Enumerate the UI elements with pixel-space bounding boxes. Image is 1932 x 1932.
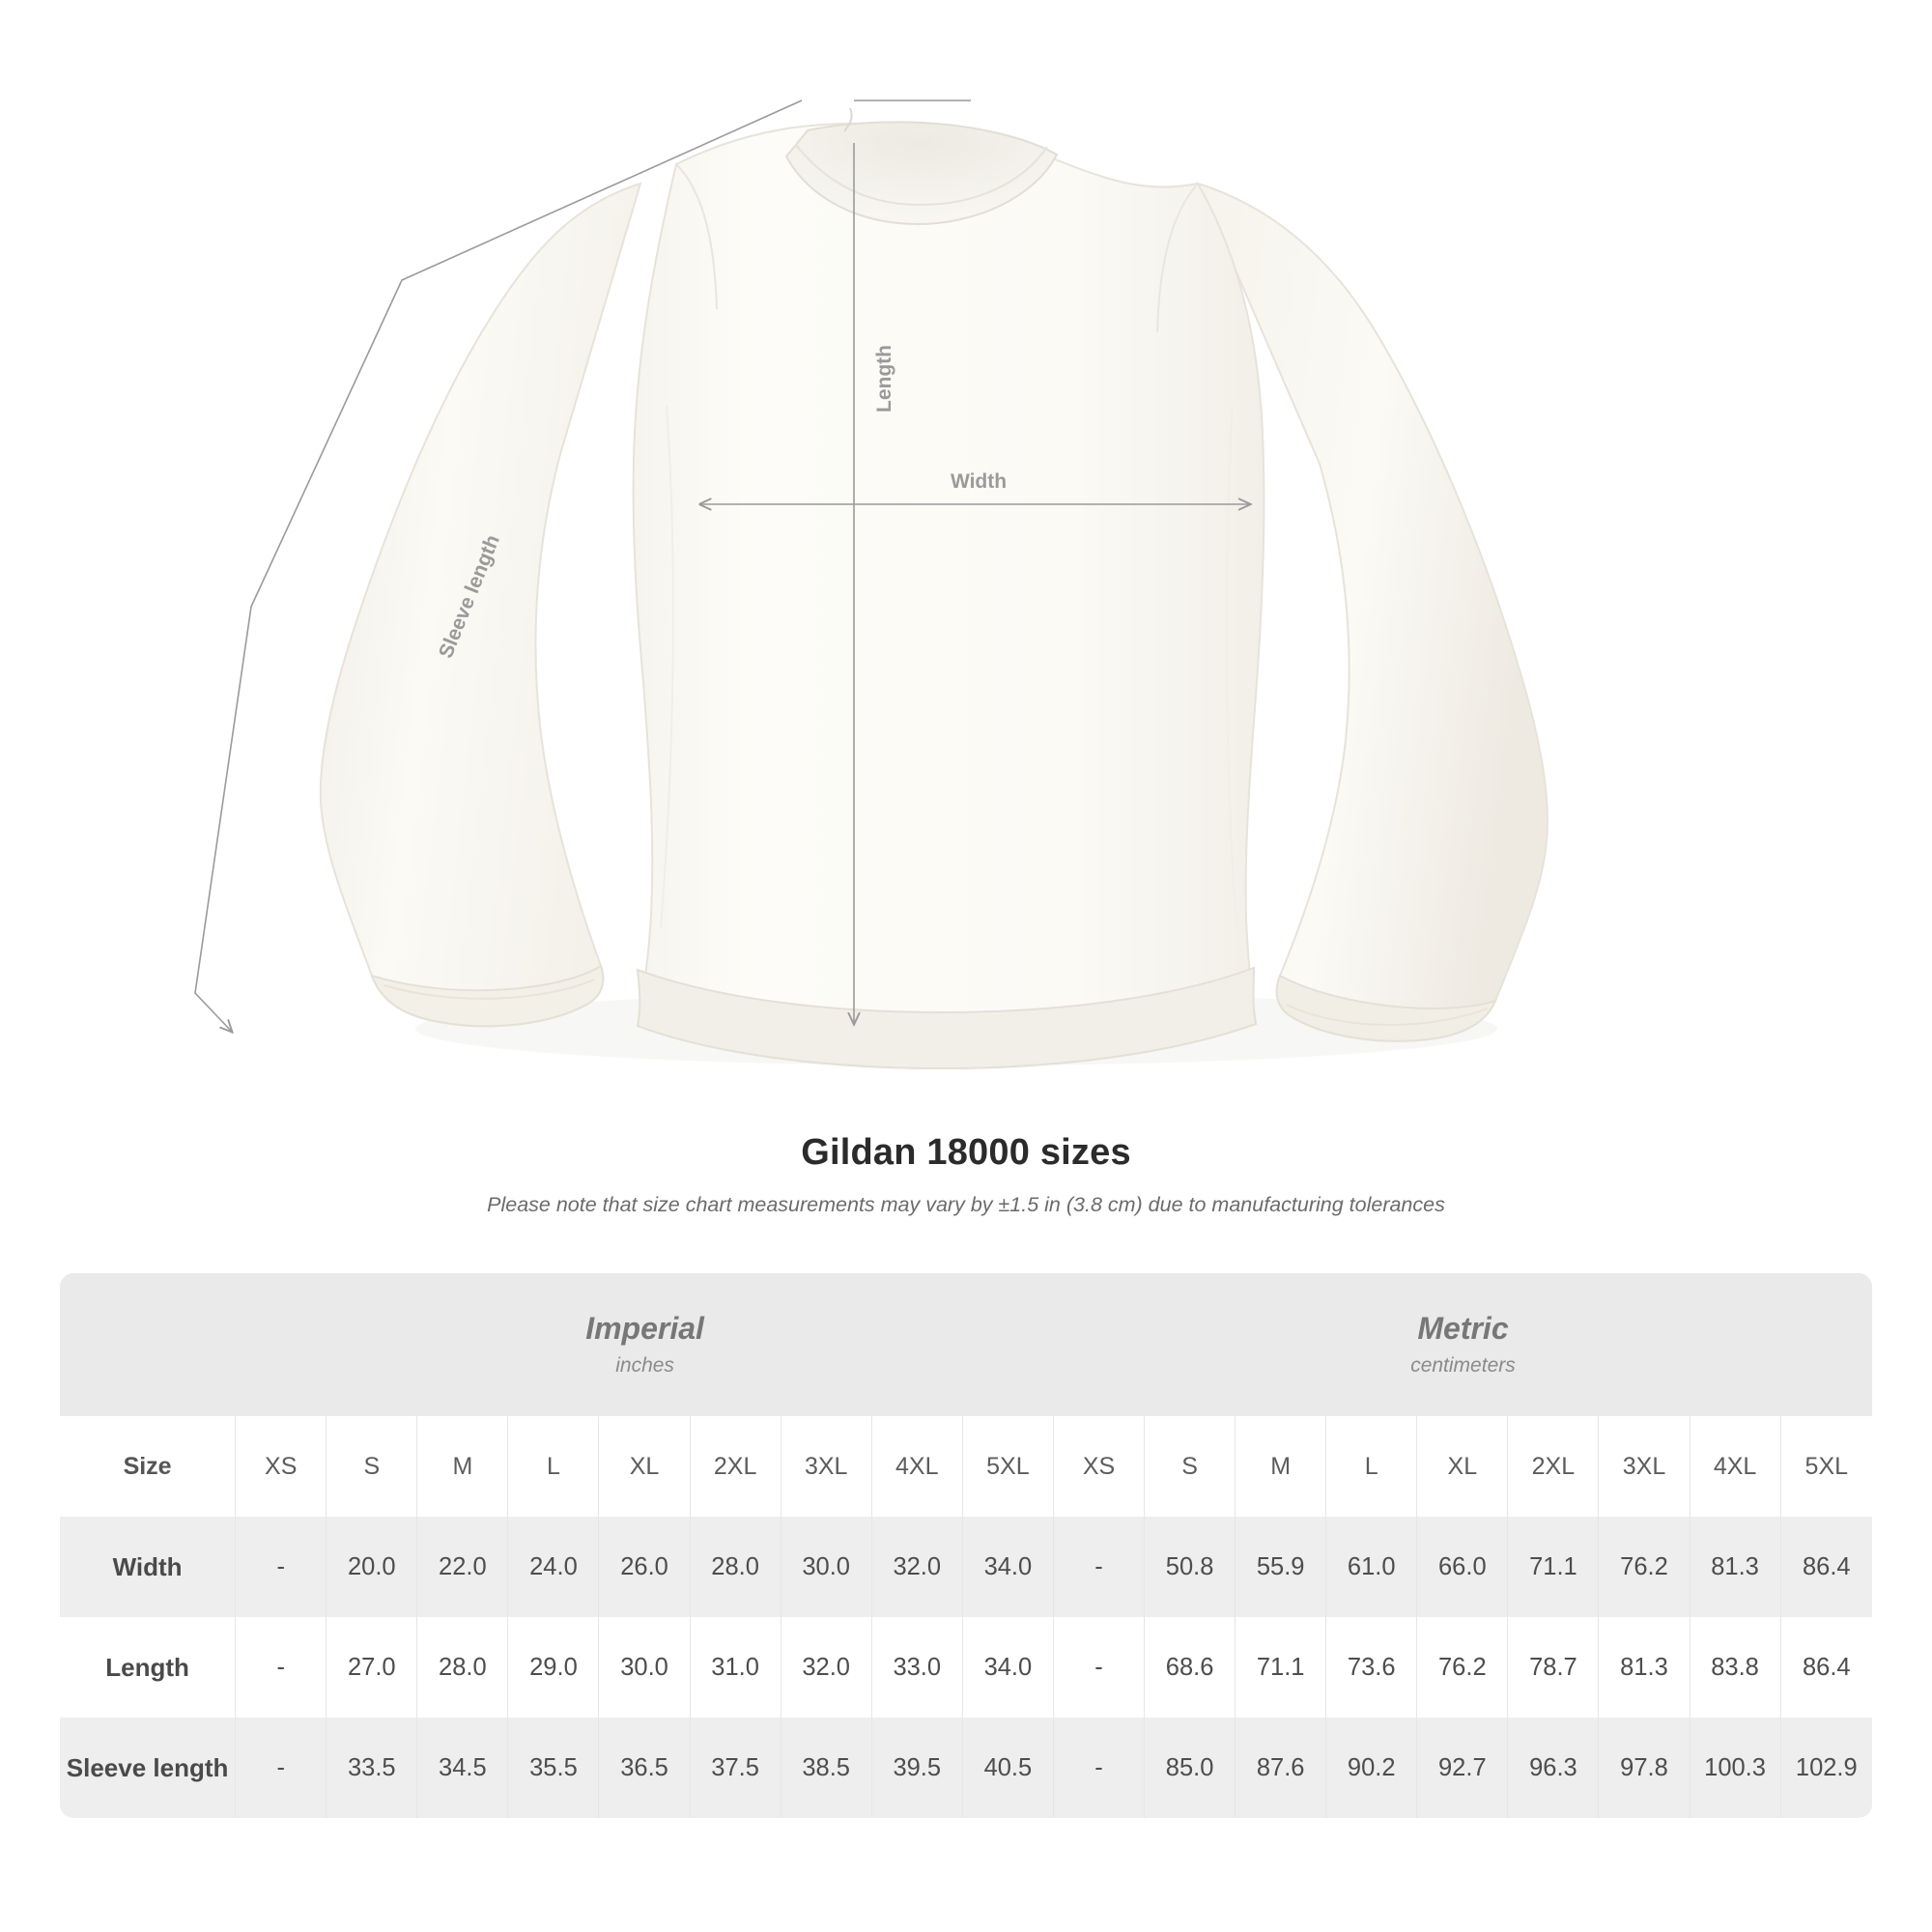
cell-width-met-4xl: 81.3 (1690, 1517, 1781, 1617)
heading-block (0, 1132, 1932, 1217)
cell-sleeve-imp-3xl: 38.5 (781, 1718, 872, 1818)
cell-length-met-s: 68.6 (1145, 1617, 1236, 1718)
cell-width-met-3xl: 76.2 (1599, 1517, 1690, 1617)
unit-header-metric (1054, 1273, 1872, 1416)
size-header-imp-l: L (508, 1416, 599, 1517)
cell-length-met-2xl: 78.7 (1508, 1617, 1599, 1718)
metric-unit: centimeters (1410, 1353, 1516, 1377)
cell-width-imp-3xl: 30.0 (781, 1517, 872, 1617)
cell-sleeve-imp-4xl: 39.5 (872, 1718, 963, 1818)
cell-length-imp-3xl: 32.0 (781, 1617, 872, 1718)
size-header-met-xs: XS (1054, 1416, 1145, 1517)
cell-sleeve-met-4xl: 100.3 (1690, 1718, 1781, 1818)
cell-width-imp-s: 20.0 (327, 1517, 417, 1617)
imperial-label: Imperial (585, 1311, 704, 1347)
cell-length-met-3xl: 81.3 (1599, 1617, 1690, 1718)
unit-header-imperial (236, 1273, 1054, 1416)
size-header-imp-3xl: 3XL (781, 1416, 872, 1517)
cell-sleeve-met-2xl: 96.3 (1508, 1718, 1599, 1818)
row-label-length: Length (60, 1617, 236, 1718)
cell-sleeve-imp-xl: 36.5 (599, 1718, 690, 1818)
size-header-met-l: L (1326, 1416, 1417, 1517)
cell-width-met-5xl: 86.4 (1781, 1517, 1872, 1617)
cell-sleeve-met-xl: 92.7 (1417, 1718, 1508, 1818)
table-row-sleeve-length (60, 1718, 1872, 1818)
cell-length-met-5xl: 86.4 (1781, 1617, 1872, 1718)
cell-length-met-xs: - (1054, 1617, 1145, 1718)
cell-sleeve-met-m: 87.6 (1236, 1718, 1326, 1818)
cell-length-met-4xl: 83.8 (1690, 1617, 1781, 1718)
cell-width-met-s: 50.8 (1145, 1517, 1236, 1617)
unit-header-row (60, 1273, 1872, 1416)
table-row-width (60, 1517, 1872, 1617)
cell-sleeve-imp-s: 33.5 (327, 1718, 417, 1818)
size-header-imp-2xl: 2XL (691, 1416, 781, 1517)
cell-sleeve-imp-2xl: 37.5 (691, 1718, 781, 1818)
size-header-met-3xl: 3XL (1599, 1416, 1690, 1517)
sleeve-length-guide-label: Sleeve length (434, 531, 504, 662)
cell-sleeve-met-s: 85.0 (1145, 1718, 1236, 1818)
size-header-row (60, 1416, 1872, 1517)
cell-length-imp-xs: - (236, 1617, 327, 1718)
cell-sleeve-met-3xl: 97.8 (1599, 1718, 1690, 1818)
table-row-length (60, 1617, 1872, 1718)
cell-length-imp-2xl: 31.0 (691, 1617, 781, 1718)
row-label-width: Width (60, 1517, 236, 1617)
cell-length-met-xl: 76.2 (1417, 1617, 1508, 1718)
size-header-imp-s: S (327, 1416, 417, 1517)
cell-length-met-m: 71.1 (1236, 1617, 1326, 1718)
cell-length-imp-s: 27.0 (327, 1617, 417, 1718)
cell-width-met-xs: - (1054, 1517, 1145, 1617)
size-header-imp-m: M (417, 1416, 508, 1517)
size-header-imp-5xl: 5XL (963, 1416, 1054, 1517)
metric-label: Metric (1417, 1311, 1509, 1347)
cell-length-imp-xl: 30.0 (599, 1617, 690, 1718)
cell-width-imp-5xl: 34.0 (963, 1517, 1054, 1617)
cell-sleeve-met-5xl: 102.9 (1781, 1718, 1872, 1818)
width-guide-label: Width (950, 470, 1008, 493)
length-guide-label: Length (873, 345, 895, 412)
cell-width-imp-m: 22.0 (417, 1517, 508, 1617)
cell-width-met-l: 61.0 (1326, 1517, 1417, 1617)
size-header-label: Size (60, 1416, 236, 1517)
cell-sleeve-imp-l: 35.5 (508, 1718, 599, 1818)
unit-header-spacer (60, 1273, 236, 1416)
cell-width-imp-xs: - (236, 1517, 327, 1617)
cell-width-imp-l: 24.0 (508, 1517, 599, 1617)
cell-length-imp-4xl: 33.0 (872, 1617, 963, 1718)
cell-sleeve-imp-m: 34.5 (417, 1718, 508, 1818)
cell-length-imp-l: 29.0 (508, 1617, 599, 1718)
size-header-imp-4xl: 4XL (872, 1416, 963, 1517)
size-header-met-5xl: 5XL (1781, 1416, 1872, 1517)
cell-sleeve-imp-xs: - (236, 1718, 327, 1818)
size-header-met-4xl: 4XL (1690, 1416, 1781, 1517)
cell-width-met-xl: 66.0 (1417, 1517, 1508, 1617)
size-header-imp-xs: XS (236, 1416, 327, 1517)
cell-width-imp-xl: 26.0 (599, 1517, 690, 1617)
size-header-imp-xl: XL (599, 1416, 690, 1517)
row-label-sleeve-length: Sleeve length (60, 1718, 236, 1818)
cell-width-met-2xl: 71.1 (1508, 1517, 1599, 1617)
size-header-met-s: S (1145, 1416, 1236, 1517)
cell-sleeve-imp-5xl: 40.5 (963, 1718, 1054, 1818)
cell-length-imp-m: 28.0 (417, 1617, 508, 1718)
size-header-met-2xl: 2XL (1508, 1416, 1599, 1517)
size-header-met-m: M (1236, 1416, 1326, 1517)
cell-sleeve-met-xs: - (1054, 1718, 1145, 1818)
size-header-met-xl: XL (1417, 1416, 1508, 1517)
cell-width-imp-2xl: 28.0 (691, 1517, 781, 1617)
cell-width-imp-4xl: 32.0 (872, 1517, 963, 1617)
imperial-unit: inches (615, 1353, 674, 1377)
page-title: Gildan 18000 sizes (801, 1132, 1131, 1173)
tolerance-note: Please note that size chart measurements may vary by ±1.5 in (3.8 cm) due to manufacturing tolerances (487, 1193, 1445, 1216)
cell-length-met-l: 73.6 (1326, 1617, 1417, 1718)
cell-length-imp-5xl: 34.0 (963, 1617, 1054, 1718)
size-table-wrap (60, 1273, 1872, 1818)
size-table (60, 1273, 1872, 1818)
cell-width-met-m: 55.9 (1236, 1517, 1326, 1617)
cell-sleeve-met-l: 90.2 (1326, 1718, 1417, 1818)
